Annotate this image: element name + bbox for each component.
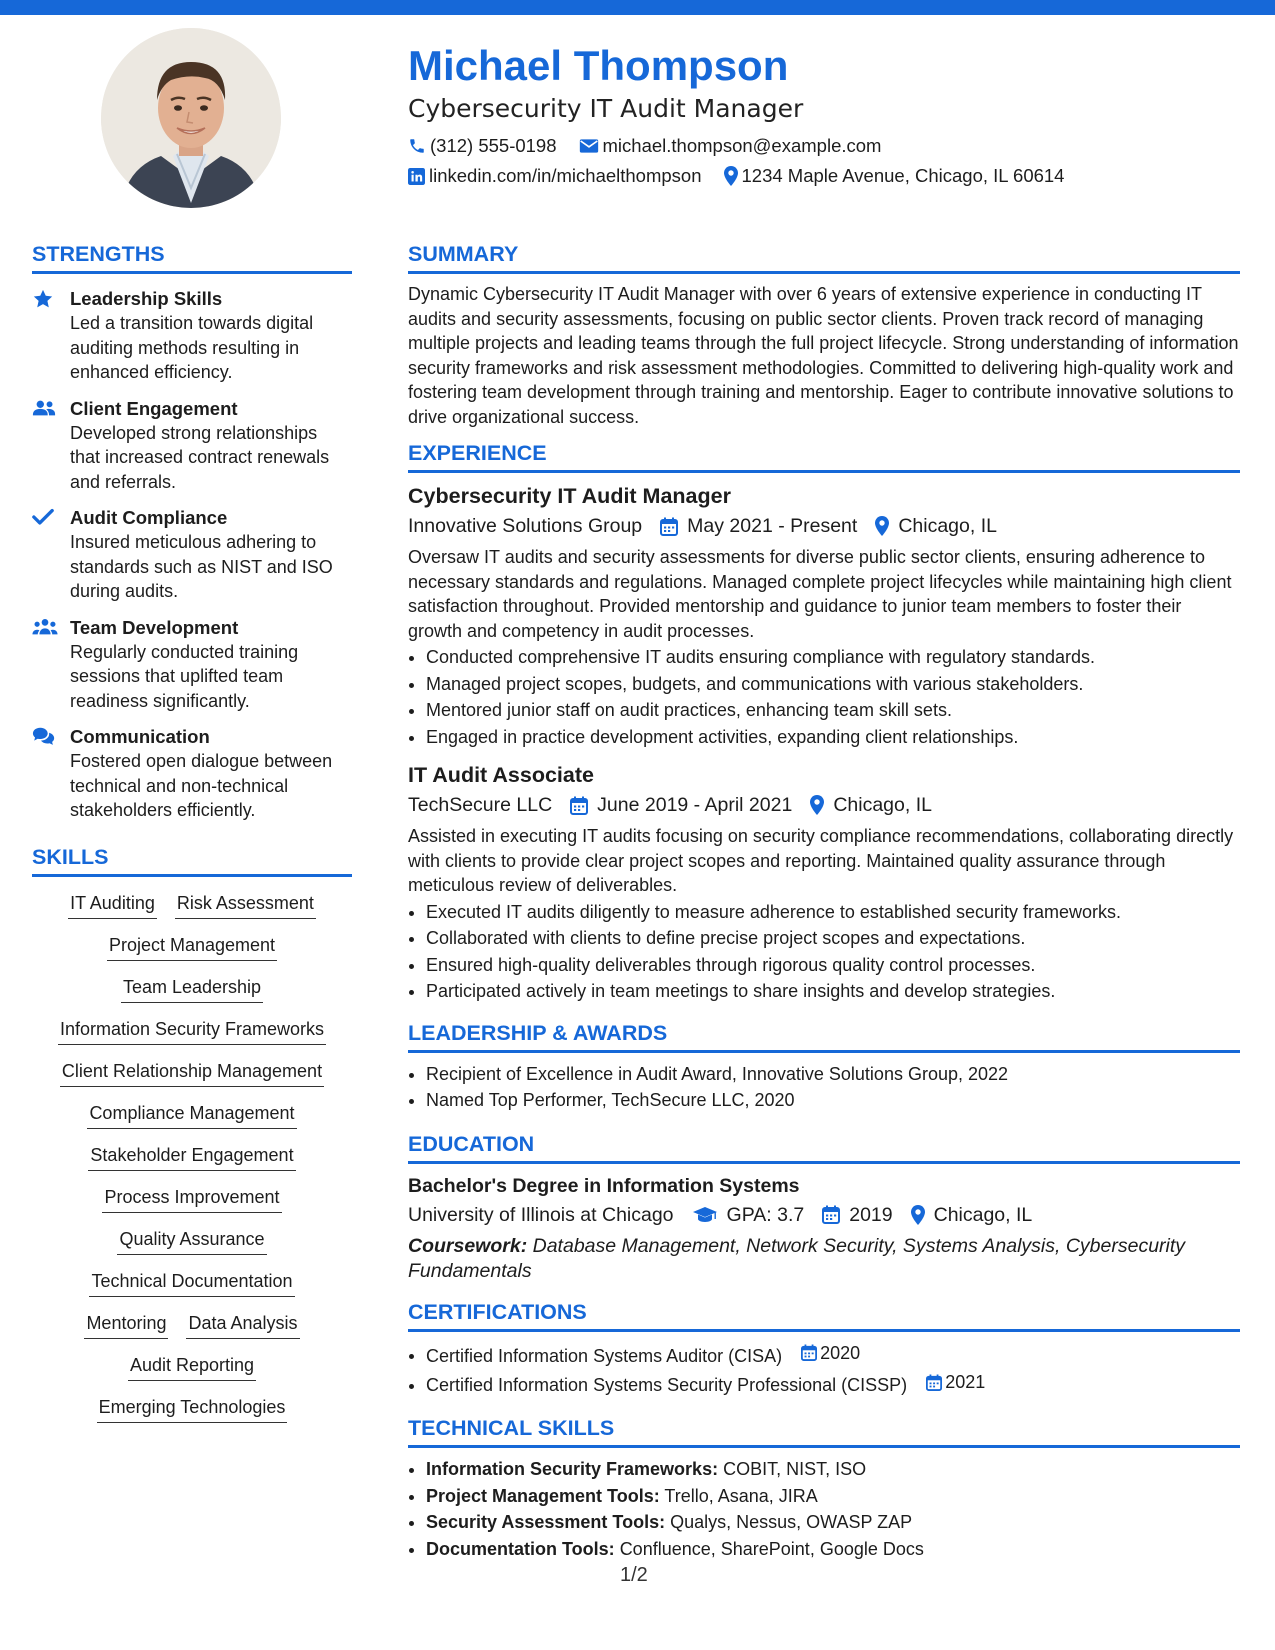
contact-row-1 xyxy=(408,133,1248,159)
list-item: • Collaborated with clients to define precise project scopes and expectations. xyxy=(426,925,1240,952)
skill-tag: Compliance Management xyxy=(87,1101,296,1129)
skill-tag: Mentoring xyxy=(84,1311,168,1339)
strength-title: Audit Compliance xyxy=(70,507,228,528)
location-text: Chicago, IL xyxy=(833,794,932,816)
top-accent-bar xyxy=(0,0,1275,15)
skill-tag: Quality Assurance xyxy=(117,1227,266,1255)
summary-text: Dynamic Cybersecurity IT Audit Manager with over 6 years of extensive experience in conducting IT audits and security assessments, focusing on public sector clients. Proven track record of managing multiple projects and leading teams through the full project lifecycle. Strong understanding of information security frameworks and risk assessment methodologies. Committed to delivering high-quality work and fostering team development through training and mentorship. Eager to contribute innovative solutions to drive organizational success. xyxy=(408,284,1239,427)
coursework-label: Coursework: xyxy=(408,1234,528,1257)
tech-skill-label: Project Management Tools: xyxy=(426,1485,660,1506)
degree-title: Bachelor's Degree in Information Systems xyxy=(408,1174,800,1197)
page-number: 1/2 xyxy=(620,1564,648,1586)
list-item: • Participated actively in team meetings to share insights and develop strategies. xyxy=(426,978,1240,1005)
strength-desc: Fostered open dialogue between technical and non-technical stakeholders efficiently. xyxy=(70,751,333,820)
technical-skills-list xyxy=(408,1456,1240,1562)
tech-skill-value: Trello, Asana, JIRA xyxy=(664,1485,818,1506)
school-text: University of Illinois at Chicago xyxy=(408,1203,674,1226)
chat-icon xyxy=(32,726,56,746)
profile-photo xyxy=(101,28,281,208)
technical-skills-heading: TECHNICAL SKILLS xyxy=(408,1414,1240,1448)
awards-heading: LEADERSHIP & AWARDS xyxy=(408,1019,1240,1053)
skill-tag: Data Analysis xyxy=(186,1311,299,1339)
skill-tag: IT Auditing xyxy=(68,891,157,919)
job-bullets xyxy=(408,644,1240,750)
phone-text: (312) 555-0198 xyxy=(430,135,557,156)
job-entry xyxy=(408,760,1240,1005)
calendar-icon xyxy=(570,796,588,815)
map-pin-icon xyxy=(911,1205,925,1225)
tech-skill-label: Information Security Frameworks: xyxy=(426,1459,719,1479)
phone-icon xyxy=(408,137,426,155)
year-text: 2019 xyxy=(849,1203,893,1226)
job-meta xyxy=(408,511,1240,541)
school-name xyxy=(408,1200,674,1230)
contact-address xyxy=(724,163,1065,189)
list-item: • Engaged in practice development activities, expanding client relationships. xyxy=(426,724,1240,751)
certifications-heading: CERTIFICATIONS xyxy=(408,1298,1240,1332)
job-dates xyxy=(660,511,857,541)
job-company xyxy=(408,790,552,820)
dates-text: May 2021 - Present xyxy=(687,515,858,537)
skill-tag: Client Relationship Management xyxy=(60,1059,324,1087)
skills-heading: SKILLS xyxy=(32,843,352,877)
list-item: • Named Top Performer, TechSecure LLC, 2020 xyxy=(426,1087,1240,1114)
list-item: • Managed project scopes, budgets, and communications with various stakeholders. xyxy=(426,671,1240,698)
left-column xyxy=(32,240,352,1437)
contact-row-2 xyxy=(408,163,1248,189)
map-pin-icon xyxy=(810,795,824,815)
job-entry xyxy=(408,481,1240,750)
users-icon xyxy=(32,398,56,418)
map-pin-icon xyxy=(724,166,738,186)
job-description: Assisted in executing IT audits focusing on security compliance recommendations, collaborating directly with clients to provide clear project scopes and reporting. Maintained quality assurance through meticulous review of deliverables. xyxy=(408,826,1234,895)
education-meta xyxy=(408,1200,1240,1230)
address-text: 1234 Maple Avenue, Chicago, IL 60614 xyxy=(741,165,1065,186)
list-item xyxy=(426,1509,1240,1536)
graduation-year xyxy=(822,1200,892,1230)
linkedin-text: linkedin.com/in/michaelthompson xyxy=(429,165,702,186)
skill-tag: Stakeholder Engagement xyxy=(88,1143,295,1171)
gpa xyxy=(692,1200,805,1230)
location-text: Chicago, IL xyxy=(933,1203,1033,1226)
tech-skill-value: Qualys, Nessus, OWASP ZAP xyxy=(670,1512,913,1532)
right-column xyxy=(408,240,1240,1572)
strength-title: Team Development xyxy=(70,616,239,638)
candidate-name: Michael Thompson xyxy=(408,42,789,89)
list-item xyxy=(426,1536,1240,1563)
check-icon xyxy=(32,507,54,527)
calendar-icon xyxy=(801,1344,817,1361)
map-pin-icon xyxy=(875,516,889,536)
company-text: Innovative Solutions Group xyxy=(408,515,643,537)
job-dates xyxy=(570,790,792,820)
calendar-icon xyxy=(926,1374,942,1391)
coursework-text: Database Management, Network Security, Systems Analysis, Cybersecurity Fundamentals xyxy=(408,1234,1186,1282)
skills-list xyxy=(32,891,352,1423)
cert-name: Certified Information Systems Auditor (CISA) xyxy=(426,1345,783,1366)
email-text: michael.thompson@example.com xyxy=(602,135,882,156)
calendar-icon xyxy=(660,517,678,536)
tech-skill-label: Documentation Tools: xyxy=(426,1538,615,1559)
skill-tag: Technical Documentation xyxy=(89,1269,294,1297)
linkedin-icon xyxy=(408,168,425,185)
skill-tag: Information Security Frameworks xyxy=(58,1017,326,1045)
skill-tag: Project Management xyxy=(107,933,277,961)
job-location xyxy=(810,790,932,820)
list-item: • Conducted comprehensive IT audits ensuring compliance with regulatory standards. xyxy=(426,644,1240,671)
experience-heading: EXPERIENCE xyxy=(408,439,1240,473)
job-location xyxy=(875,511,997,541)
coursework xyxy=(408,1234,1240,1284)
star-icon xyxy=(32,288,54,310)
list-item: • Recipient of Excellence in Audit Award, Innovative Solutions Group, 2022 xyxy=(426,1061,1240,1088)
certifications-list xyxy=(408,1340,1240,1399)
cert-year: 2021 xyxy=(945,1371,986,1392)
strength-desc: Led a transition towards digital auditing methods resulting in enhanced efficiency. xyxy=(70,313,314,382)
strength-item xyxy=(32,396,352,495)
list-item: • Mentored junior staff on audit practices, enhancing team skill sets. xyxy=(426,697,1240,724)
strengths-heading: STRENGTHS xyxy=(32,240,352,274)
company-text: TechSecure LLC xyxy=(408,794,553,816)
list-item xyxy=(426,1340,1240,1369)
job-meta xyxy=(408,790,1240,820)
skill-tag: Risk Assessment xyxy=(175,891,316,919)
list-item xyxy=(426,1483,1240,1510)
strength-item xyxy=(32,286,352,385)
job-bullets xyxy=(408,899,1240,1005)
strength-item xyxy=(32,615,352,714)
skill-tag: Process Improvement xyxy=(102,1185,281,1213)
cert-date xyxy=(926,1369,985,1396)
cert-name: Certified Information Systems Security Professional (CISSP) xyxy=(426,1374,908,1395)
resume-header xyxy=(408,40,1248,189)
strength-item xyxy=(32,505,352,604)
list-item xyxy=(426,1369,1240,1398)
location-text: Chicago, IL xyxy=(898,515,997,537)
list-item: • Ensured high-quality deliverables through rigorous quality control processes. xyxy=(426,952,1240,979)
dates-text: June 2019 - April 2021 xyxy=(597,794,793,816)
contact-linkedin[interactable] xyxy=(408,163,702,189)
strength-desc: Developed strong relationships that increased contract renewals and referrals. xyxy=(70,422,330,492)
envelope-icon xyxy=(579,138,599,154)
job-company xyxy=(408,511,642,541)
awards-list xyxy=(408,1061,1240,1114)
list-item: • Executed IT audits diligently to measure adherence to established security frameworks. xyxy=(426,899,1240,926)
school-location xyxy=(911,1200,1033,1230)
gpa-text: GPA: 3.7 xyxy=(726,1203,805,1226)
contact-email[interactable] xyxy=(579,133,882,159)
job-title: Cybersecurity IT Audit Manager xyxy=(408,484,731,508)
skill-tag: Team Leadership xyxy=(121,975,263,1003)
skill-tag: Emerging Technologies xyxy=(97,1395,288,1423)
job-description: Oversaw IT audits and security assessments for diverse public sector clients, ensuring adherence to necessary standards and regulations. Managed complete project lifecycles while maintaining high client satisfaction throughout. Provided mentorship and guidance to junior team members to foster their growth and competency in audit processes. xyxy=(408,547,1232,641)
tech-skill-value: Confluence, SharePoint, Google Docs xyxy=(619,1538,924,1559)
job-title: IT Audit Associate xyxy=(408,763,594,787)
strength-title: Client Engagement xyxy=(70,397,238,419)
calendar-icon xyxy=(822,1205,840,1224)
cert-year: 2020 xyxy=(820,1342,861,1363)
strength-desc: Regularly conducted training sessions that uplifted team readiness significantly. xyxy=(70,641,299,711)
strength-title: Leadership Skills xyxy=(70,288,223,309)
candidate-title: Cybersecurity IT Audit Manager xyxy=(408,94,804,123)
tech-skill-value: COBIT, NIST, ISO xyxy=(723,1459,867,1479)
list-item xyxy=(426,1456,1240,1483)
skill-tag: Audit Reporting xyxy=(128,1353,256,1381)
tech-skill-label: Security Assessment Tools: xyxy=(426,1512,666,1532)
strength-desc: Insured meticulous adhering to standards such as NIST and ISO during audits. xyxy=(70,532,333,601)
strength-title: Communication xyxy=(70,726,210,747)
summary-heading: SUMMARY xyxy=(408,240,1240,274)
cert-date xyxy=(801,1340,860,1367)
education-heading: EDUCATION xyxy=(408,1130,1240,1164)
team-icon xyxy=(32,617,58,637)
graduation-cap-icon xyxy=(692,1206,718,1224)
contact-phone[interactable] xyxy=(408,133,557,159)
strength-item xyxy=(32,724,352,823)
